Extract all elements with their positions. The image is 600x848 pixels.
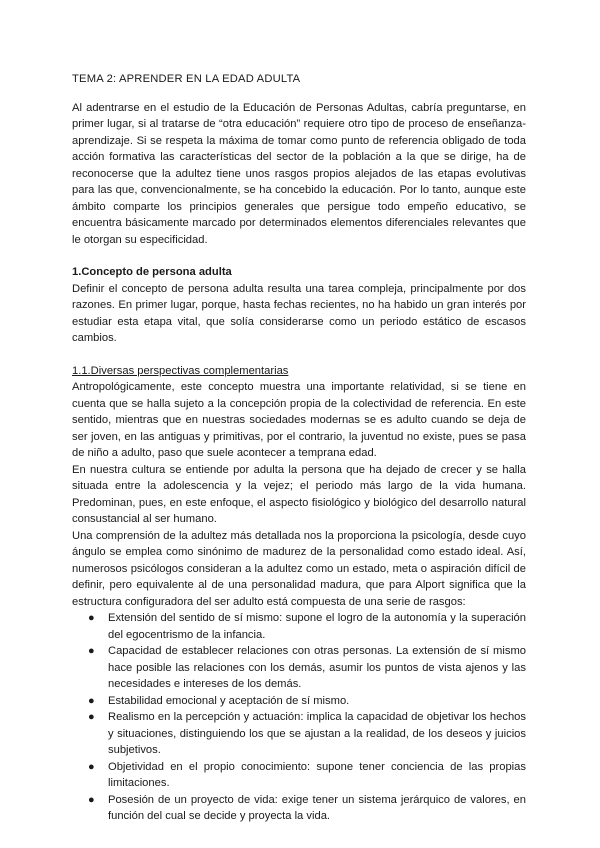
spacer — [72, 347, 526, 363]
list-item-text: Capacidad de establecer relaciones con otras personas. La extensión de sí mismo hace posible las relaciones con los demás, asumir los puntos de vista ajenos y las necesidades e intereses de los demás. — [108, 645, 526, 690]
list-item — [88, 792, 526, 825]
paragraph-antropologico: Antropológicamente, este concepto muestra una importante relatividad, si se tiene en cuenta que se halla sujeto a la concepción propia de la colectividad de referencia. En este sentido, mientras que en nuestras sociedades modernas se es adulto cuando se deja de ser joven, en las antiguas y primitivas, por el contrario, la juventud no existe, pues se pasa de niño a adulto, paso que suele acontecer a temprana edad. — [72, 381, 526, 459]
traits-list — [72, 610, 526, 825]
list-item-text: Extensión del sentido de sí mismo: supone el logro de la autonomía y la superación del egocentrismo de la infancia. — [108, 612, 526, 641]
paragraph-psicologia: Una comprensión de la adultez más detallada nos la proporciona la psicología, desde cuyo ángulo se emplea como sinónimo de madurez de la personalidad como estado ideal. Así, numerosos psicólogos consideran a la adultez como un estado, meta o aspiración difícil de definir, pero equivalente al de una personalidad madura, que para Alport significa que la estructura configuradora del ser adulto está compuesta de una serie de rasgos: — [72, 529, 526, 608]
list-item — [88, 759, 526, 792]
bullet-icon: ● — [88, 694, 95, 707]
list-item-text: Realismo en la percepción y actuación: implica la capacidad de objetivar los hechos y situaciones, distinguiendo los que se ajustan a la realidad, de los deseos y juicios subjetivos. — [108, 711, 526, 756]
intro-paragraph: Al adentrarse en el estudio de la Educación de Personas Adultas, cabría preguntarse, en primer lugar, si al tratarse de “otra educación” requiere otro tipo de proceso de enseñanza-aprendizaje. Si se respeta la máxima de tomar como punto de referencia obligado de toda acción formativa las características del sector de la población a la que se dirige, ha de reconocerse que la adultez tiene unos rasgos propios alejados de las etapas evolutivas para las que, convencionalmente, se ha concebido la educación. Por lo tanto, aunque este ámbito comparte los principios generales que persigue todo empeño educativo, se encuentra básicamente marcado por determinados elementos diferenciales relevantes que le otorgan su especificidad. — [72, 101, 526, 246]
list-item-text: Objetividad en el propio conocimiento: supone tener conciencia de las propias limitaciones. — [108, 760, 526, 789]
bullet-icon: ● — [88, 612, 95, 624]
document-title: TEMA 2: APRENDER EN LA EDAD ADULTA — [72, 73, 301, 85]
list-item-text: Posesión de un proyecto de vida: exige tener un sistema jerárquico de valores, en función del cual se decide y proyecta la vida. — [108, 793, 526, 822]
bullet-icon: ● — [88, 793, 95, 806]
section-heading-concepto: 1.Concepto de persona adulta — [72, 266, 232, 278]
list-item — [88, 643, 526, 693]
paragraph-cultura: En nuestra cultura se entiende por adulta la persona que ha dejado de crecer y se halla situada entre la adolescencia y la vejez; el periodo más largo de la vida humana. Predominan, pues, en este enfoque, el aspecto fisiológico y biológico del desarrollo natural consustancial al ser humano. — [72, 463, 526, 525]
list-item — [88, 610, 526, 643]
bullet-icon: ● — [88, 645, 95, 657]
bullet-icon: ● — [88, 711, 95, 723]
subsection-heading-perspectivas: 1.1.Diversas perspectivas complementarias — [72, 364, 289, 377]
bullet-icon: ● — [88, 760, 95, 773]
list-item-text: Estabilidad emocional y aceptación de sí mismo. — [108, 694, 350, 707]
list-item — [88, 693, 526, 710]
spacer — [72, 248, 526, 264]
document-page — [72, 71, 526, 825]
section-paragraph: Definir el concepto de persona adulta resulta una tarea compleja, principalmente por dos razones. En primer lugar, porque, hasta fechas recientes, no ha habido un gran interés por estudiar esta etapa vital, que solía considerarse como un periodo estático de escasos cambios. — [72, 282, 526, 344]
list-item — [88, 709, 526, 759]
